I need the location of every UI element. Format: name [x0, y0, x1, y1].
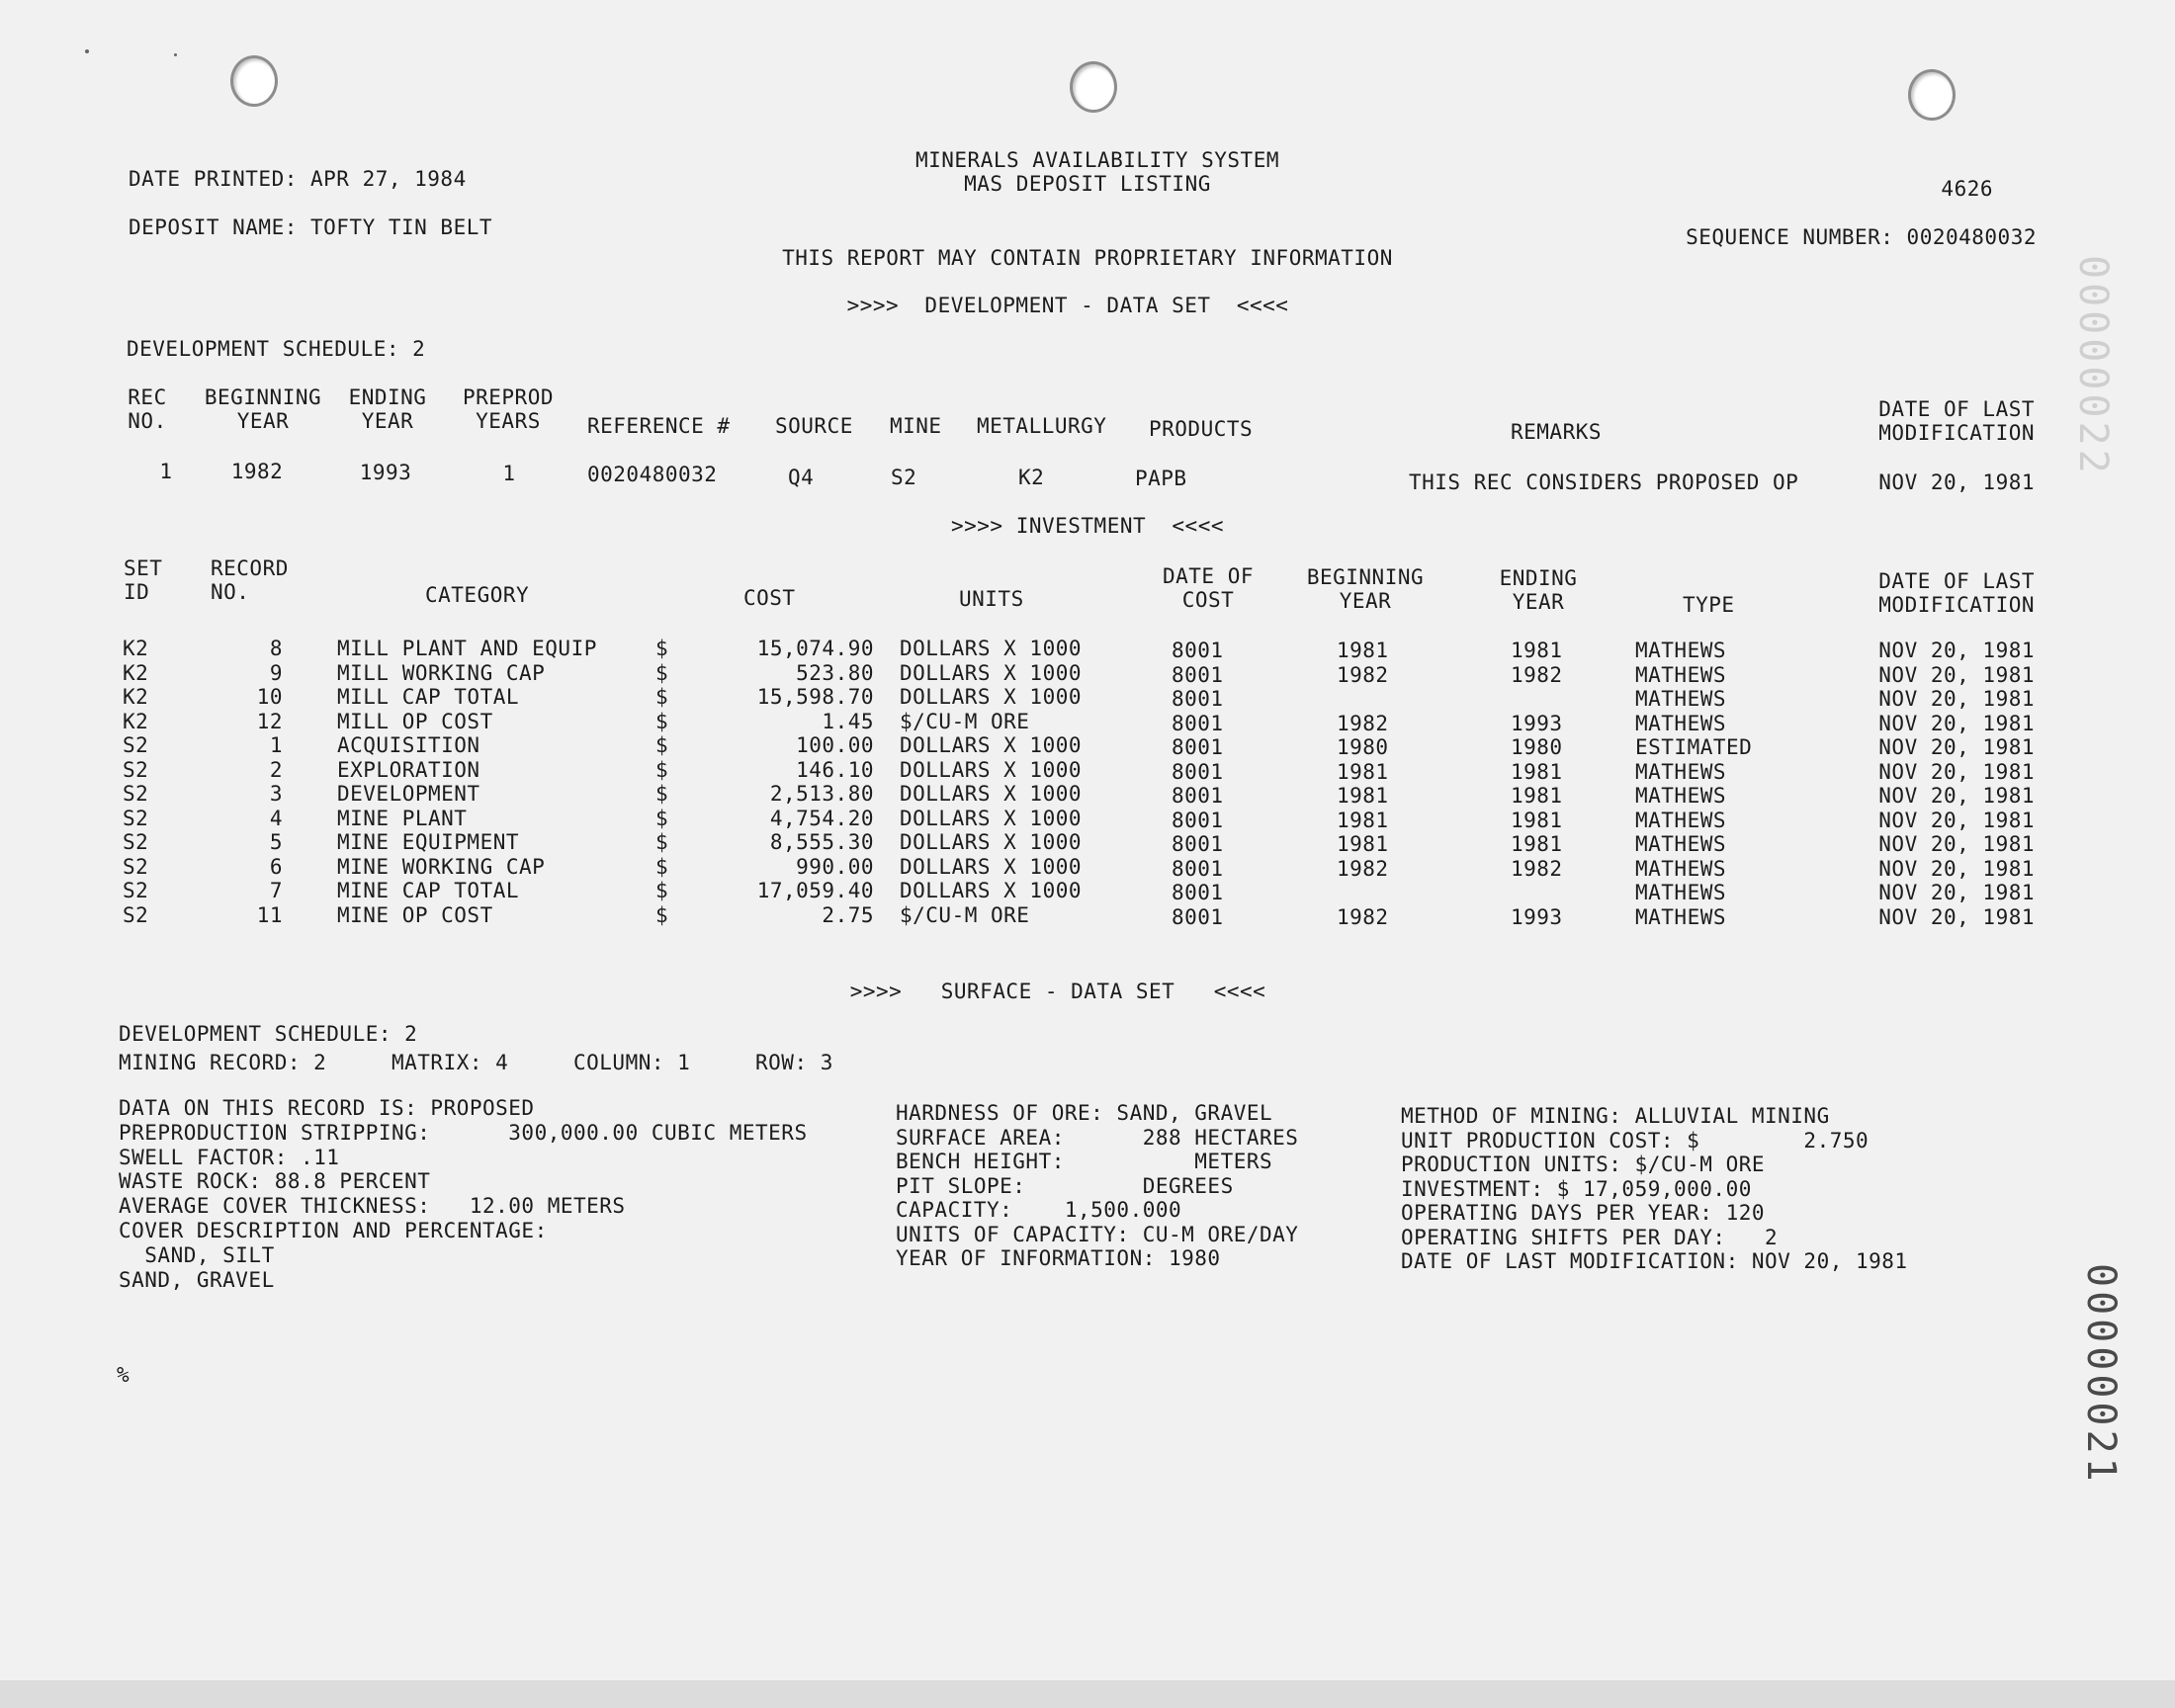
surface-left-line: AVERAGE COVER THICKNESS: 12.00 METERS	[119, 1194, 626, 1219]
surface-right-line: INVESTMENT: $ 17,059,000.00	[1401, 1176, 1752, 1201]
cell-set-id: S2	[123, 782, 149, 806]
cell-set-id: S2	[123, 830, 149, 854]
cell-units: $/CU-M ORE	[900, 709, 1030, 733]
dev-date-last-mod: NOV 20, 1981	[1878, 470, 2035, 494]
proprietary-notice: THIS REPORT MAY CONTAIN PROPRIETARY INFORMATION	[782, 246, 1393, 270]
cell-category: MINE CAP TOTAL	[337, 879, 520, 902]
cell-dollar: $	[655, 637, 669, 660]
cell-units: DOLLARS X 1000	[900, 806, 1083, 830]
cell-dollar: $	[655, 733, 669, 757]
cell-record-no: 6	[269, 854, 283, 879]
cell-date-of-cost: 8001	[1172, 904, 1224, 929]
col-header-beginning-year: BEGINNING	[204, 385, 322, 409]
dev-metallurgy: K2	[1018, 466, 1045, 489]
cell-ending-year: 1981	[1511, 784, 1563, 808]
dev-products: PAPB	[1135, 467, 1187, 490]
col-header-metallurgy: METALLURGY	[977, 414, 1107, 438]
cell-type: MATHEWS	[1635, 687, 1727, 711]
cell-units: DOLLARS X 1000	[900, 637, 1083, 660]
cell-category: MINE PLANT	[337, 806, 468, 830]
cell-ending-year: 1982	[1511, 662, 1563, 687]
page-number: 4626	[1941, 177, 1993, 201]
cell-record-no: 8	[269, 637, 283, 660]
cell-date-of-cost: 8001	[1172, 687, 1224, 711]
cell-beginning-year: 1982	[1337, 711, 1389, 735]
surface-middle-line: SURFACE AREA: 288 HECTARES	[896, 1125, 1299, 1150]
cell-dollar: $	[655, 782, 669, 806]
col-header-beginning-year: BEGINNING	[1306, 565, 1425, 589]
col-header-date-of-cost: COST	[1181, 588, 1235, 612]
cell-date-last-mod: NOV 20, 1981	[1878, 687, 2035, 711]
cell-beginning-year: 1982	[1337, 662, 1389, 687]
col-header-set-id: SET	[124, 556, 163, 580]
cell-date-of-cost: 8001	[1172, 639, 1224, 662]
cell-ending-year: 1980	[1511, 735, 1563, 759]
cell-category: MINE WORKING CAP	[337, 854, 546, 879]
cell-category: MINE EQUIPMENT	[337, 830, 520, 854]
cell-date-of-cost: 8001	[1172, 759, 1224, 784]
col-header-reference: REFERENCE #	[587, 414, 731, 438]
surface-heading: >>>> SURFACE - DATA SET <<<<	[849, 980, 1266, 1003]
dev-remarks: THIS REC CONSIDERS PROPOSED OP	[1409, 470, 1799, 494]
cell-cost: 17,059.40	[756, 879, 874, 902]
col-header-set-id: ID	[124, 580, 150, 604]
col-header-date-last-mod: MODIFICATION	[1878, 593, 2035, 617]
development-schedule: DEVELOPMENT SCHEDULE: 2	[127, 337, 426, 361]
cell-category: MINE OP COST	[337, 902, 493, 927]
cell-category: DEVELOPMENT	[337, 782, 480, 806]
cell-units: DOLLARS X 1000	[900, 854, 1083, 879]
col-header-rec: NO.	[128, 409, 167, 433]
surface-right-line: OPERATING SHIFTS PER DAY: 2	[1401, 1225, 1779, 1249]
cell-dollar: $	[655, 806, 669, 830]
col-header-record-no: NO.	[211, 580, 250, 604]
cell-beginning-year: 1980	[1337, 735, 1389, 759]
listing-title: MAS DEPOSIT LISTING	[964, 172, 1211, 196]
cell-units: DOLLARS X 1000	[900, 733, 1083, 757]
cell-cost: 2,513.80	[769, 782, 874, 806]
cell-type: MATHEWS	[1635, 881, 1727, 904]
cell-date-of-cost: 8001	[1172, 856, 1224, 881]
dev-source: Q4	[788, 466, 815, 489]
surface-left-line: PREPRODUCTION STRIPPING: 300,000.00 CUBIC METERS	[119, 1120, 808, 1145]
col-header-products: PRODUCTS	[1149, 417, 1254, 441]
cell-cost: 4,754.20	[769, 806, 874, 830]
cell-cost: 146.10	[796, 757, 874, 782]
col-header-date-last-mod: MODIFICATION	[1878, 421, 2035, 445]
cell-cost: 2.75	[822, 902, 874, 927]
surface-middle-line: UNITS OF CAPACITY: CU-M ORE/DAY	[896, 1222, 1299, 1246]
dev-mine: S2	[891, 466, 917, 489]
cell-type: MATHEWS	[1635, 856, 1727, 881]
cell-cost: 1.45	[822, 709, 874, 733]
surface-left-line: DATA ON THIS RECORD IS: PROPOSED	[119, 1096, 535, 1120]
surface-left-line: SAND, SILT	[119, 1242, 275, 1267]
cell-dollar: $	[655, 854, 669, 879]
cell-cost: 523.80	[796, 660, 874, 685]
cell-beginning-year: 1981	[1337, 832, 1389, 856]
cell-cost: 15,074.90	[756, 637, 874, 660]
cell-record-no: 4	[269, 806, 283, 830]
cell-type: MATHEWS	[1635, 662, 1727, 687]
col-header-ending-year: ENDING	[1499, 566, 1578, 590]
surface-right-line: METHOD OF MINING: ALLUVIAL MINING	[1401, 1104, 1830, 1128]
cell-dollar: $	[655, 660, 669, 685]
punch-hole-right	[1908, 69, 1956, 121]
cell-type: MATHEWS	[1635, 784, 1727, 808]
col-header-preprod-years: PREPROD	[462, 385, 554, 409]
cell-cost: 15,598.70	[756, 685, 874, 709]
col-header-ending-year: ENDING	[348, 385, 427, 409]
cell-date-last-mod: NOV 20, 1981	[1878, 856, 2035, 881]
col-header-date-of-cost: DATE OF	[1162, 564, 1254, 588]
cell-type: MATHEWS	[1635, 832, 1727, 856]
speck	[174, 53, 177, 56]
cell-date-last-mod: NOV 20, 1981	[1878, 832, 2035, 856]
date-printed: DATE PRINTED: APR 27, 1984	[129, 167, 467, 191]
cell-ending-year: 1981	[1511, 832, 1563, 856]
mining-record-line: MINING RECORD: 2 MATRIX: 4 COLUMN: 1 ROW: 3	[119, 1051, 833, 1074]
col-header-beginning-year: YEAR	[236, 409, 290, 433]
cell-units: DOLLARS X 1000	[900, 660, 1083, 685]
cell-record-no: 2	[269, 757, 283, 782]
cell-cost: 8,555.30	[769, 830, 874, 854]
surface-middle-line: HARDNESS OF ORE: SAND, GRAVEL	[896, 1101, 1273, 1125]
surface-middle-line: BENCH HEIGHT: METERS	[896, 1150, 1273, 1173]
col-header-ending-year: YEAR	[361, 409, 414, 433]
cell-category: ACQUISITION	[337, 733, 480, 757]
surface-middle-line: CAPACITY: 1,500.000	[896, 1198, 1182, 1222]
cell-date-last-mod: NOV 20, 1981	[1878, 639, 2035, 662]
cell-category: MILL PLANT AND EQUIP	[337, 637, 597, 660]
cell-set-id: K2	[123, 685, 149, 709]
surface-right-line: DATE OF LAST MODIFICATION: NOV 20, 1981	[1401, 1249, 1908, 1273]
speck	[85, 49, 89, 53]
cell-type: ESTIMATED	[1635, 735, 1753, 759]
cell-set-id: S2	[123, 854, 149, 879]
cell-date-last-mod: NOV 20, 1981	[1878, 711, 2035, 735]
cell-date-of-cost: 8001	[1172, 784, 1224, 808]
cell-date-of-cost: 8001	[1172, 711, 1224, 735]
cell-date-of-cost: 8001	[1172, 808, 1224, 832]
cell-category: MILL OP COST	[337, 709, 493, 733]
surface-middle-line: PIT SLOPE: DEGREES	[896, 1173, 1234, 1198]
col-header-source: SOURCE	[775, 414, 853, 438]
cell-date-of-cost: 8001	[1172, 832, 1224, 856]
dev-preprod-years: 1	[502, 462, 516, 485]
dev-ending-year: 1993	[359, 461, 412, 484]
cell-record-no: 12	[256, 709, 283, 733]
dev-reference: 0020480032	[587, 463, 718, 486]
cell-beginning-year: 1981	[1337, 784, 1389, 808]
faint-stamp-number: 00000022	[2070, 255, 2116, 477]
dev-rec: 1	[159, 460, 173, 483]
scan-bottom-edge	[0, 1680, 2175, 1708]
cell-units: $/CU-M ORE	[900, 902, 1030, 927]
cell-type: MATHEWS	[1635, 759, 1727, 784]
col-header-type: TYPE	[1683, 593, 1735, 617]
cell-date-last-mod: NOV 20, 1981	[1878, 662, 2035, 687]
cell-set-id: S2	[123, 806, 149, 830]
col-header-preprod-years: YEARS	[476, 409, 541, 433]
investment-heading: >>>> INVESTMENT <<<<	[950, 514, 1224, 538]
cell-units: DOLLARS X 1000	[900, 782, 1083, 806]
cell-cost: 990.00	[796, 854, 874, 879]
col-header-category: CATEGORY	[425, 583, 530, 607]
cell-cost: 100.00	[796, 733, 874, 757]
cell-beginning-year: 1982	[1337, 856, 1389, 881]
surface-development-schedule: DEVELOPMENT SCHEDULE: 2	[119, 1022, 418, 1046]
col-header-beginning-year: YEAR	[1339, 589, 1392, 613]
col-header-units: UNITS	[959, 587, 1024, 611]
cell-date-of-cost: 8001	[1172, 735, 1224, 759]
footer-percent-mark: %	[117, 1363, 130, 1387]
cell-set-id: S2	[123, 757, 149, 782]
cell-type: MATHEWS	[1635, 808, 1727, 832]
cell-dollar: $	[655, 757, 669, 782]
cell-beginning-year: 1981	[1337, 639, 1389, 662]
cell-date-last-mod: NOV 20, 1981	[1878, 759, 2035, 784]
col-header-record-no: RECORD	[211, 556, 289, 580]
cell-set-id: S2	[123, 733, 149, 757]
surface-right-line: UNIT PRODUCTION COST: $ 2.750	[1401, 1128, 1870, 1153]
cell-ending-year: 1981	[1511, 759, 1563, 784]
cell-dollar: $	[655, 879, 669, 902]
surface-right-line: OPERATING DAYS PER YEAR: 120	[1401, 1201, 1766, 1225]
cell-date-last-mod: NOV 20, 1981	[1878, 904, 2035, 929]
cell-units: DOLLARS X 1000	[900, 757, 1083, 782]
dev-beginning-year: 1982	[230, 460, 284, 483]
sequence-number: SEQUENCE NUMBER: 0020480032	[1686, 225, 2037, 249]
cell-record-no: 11	[256, 902, 283, 927]
cell-ending-year: 1993	[1511, 711, 1563, 735]
cell-type: MATHEWS	[1635, 904, 1727, 929]
cell-date-last-mod: NOV 20, 1981	[1878, 881, 2035, 904]
col-header-ending-year: YEAR	[1512, 590, 1565, 614]
cell-dollar: $	[655, 685, 669, 709]
development-heading: >>>> DEVELOPMENT - DATA SET <<<<	[846, 294, 1289, 317]
cell-beginning-year: 1981	[1337, 759, 1389, 784]
cell-set-id: K2	[123, 660, 149, 685]
cell-type: MATHEWS	[1635, 639, 1727, 662]
surface-right-line: PRODUCTION UNITS: $/CU-M ORE	[1401, 1153, 1766, 1176]
cell-set-id: K2	[123, 709, 149, 733]
surface-left-line: WASTE ROCK: 88.8 PERCENT	[119, 1169, 431, 1194]
deposit-name: DEPOSIT NAME: TOFTY TIN BELT	[129, 215, 493, 239]
cell-date-of-cost: 8001	[1172, 662, 1224, 687]
cell-dollar: $	[655, 709, 669, 733]
cell-units: DOLLARS X 1000	[900, 879, 1083, 902]
cell-record-no: 7	[269, 879, 283, 902]
col-header-remarks: REMARKS	[1511, 420, 1603, 444]
cell-ending-year: 1981	[1511, 808, 1563, 832]
cell-units: DOLLARS X 1000	[900, 685, 1083, 709]
col-header-mine: MINE	[890, 414, 942, 438]
cell-dollar: $	[655, 830, 669, 854]
cell-record-no: 10	[256, 685, 283, 709]
col-header-date-last-mod: DATE OF LAST	[1878, 569, 2035, 593]
cell-date-last-mod: NOV 20, 1981	[1878, 808, 2035, 832]
cell-category: EXPLORATION	[337, 757, 480, 782]
surface-left-line: COVER DESCRIPTION AND PERCENTAGE:	[119, 1219, 548, 1242]
surface-left-line: SWELL FACTOR: .11	[119, 1145, 340, 1169]
cell-record-no: 9	[269, 660, 283, 685]
cell-record-no: 5	[269, 830, 283, 854]
surface-left-line: SAND, GRAVEL	[119, 1267, 275, 1292]
cell-record-no: 1	[269, 733, 283, 757]
cell-beginning-year: 1981	[1337, 808, 1389, 832]
col-header-cost: COST	[743, 586, 796, 610]
cell-ending-year: 1993	[1511, 904, 1563, 929]
cell-category: MILL CAP TOTAL	[337, 685, 520, 709]
cell-date-last-mod: NOV 20, 1981	[1878, 784, 2035, 808]
cell-set-id: S2	[123, 902, 149, 927]
cell-category: MILL WORKING CAP	[337, 660, 546, 685]
cell-date-of-cost: 8001	[1172, 881, 1224, 904]
col-header-date-last-mod: DATE OF LAST	[1878, 397, 2035, 421]
punch-hole-center	[1070, 61, 1117, 113]
punch-hole-left	[230, 55, 278, 107]
cell-units: DOLLARS X 1000	[900, 830, 1083, 854]
surface-middle-line: YEAR OF INFORMATION: 1980	[896, 1246, 1221, 1270]
cell-set-id: K2	[123, 637, 149, 660]
col-header-rec: REC	[128, 385, 167, 409]
cell-ending-year: 1981	[1511, 639, 1563, 662]
cell-beginning-year: 1982	[1337, 904, 1389, 929]
cell-ending-year: 1982	[1511, 856, 1563, 881]
cell-dollar: $	[655, 902, 669, 927]
cell-date-last-mod: NOV 20, 1981	[1878, 735, 2035, 759]
stamp-number: 00000021	[2078, 1263, 2124, 1486]
cell-set-id: S2	[123, 879, 149, 902]
cell-record-no: 3	[269, 782, 283, 806]
cell-type: MATHEWS	[1635, 711, 1727, 735]
system-title: MINERALS AVAILABILITY SYSTEM	[914, 148, 1279, 172]
